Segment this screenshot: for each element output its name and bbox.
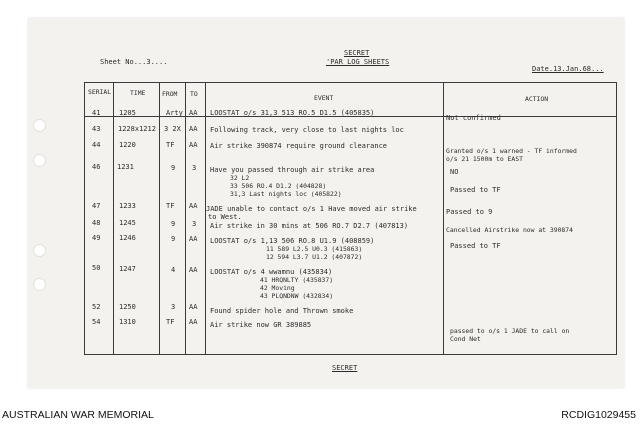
cell-serial: 44: [92, 141, 101, 149]
cell-action: Passed to TF: [450, 242, 501, 250]
cell-event: 42 Moving: [260, 284, 295, 292]
cell-from: 9: [171, 235, 176, 243]
col-header-serial: SERIAL: [88, 88, 112, 96]
col-divider: [113, 82, 114, 355]
cell-time: 1246: [119, 234, 136, 242]
table-right-border: [616, 82, 617, 355]
cell-time: 1310: [119, 318, 136, 326]
cell-event: LOOSTAT o/s 1,13 506 RO.8 U1.9 (408859): [210, 237, 375, 245]
cell-event: Following track, very close to last nights loc: [210, 126, 404, 134]
cell-from: 9: [171, 164, 176, 172]
cell-event: to West.: [208, 213, 242, 221]
cell-serial: 41: [92, 109, 101, 117]
col-header-from: FROM: [162, 90, 178, 98]
classification-top: SECRET: [344, 49, 370, 57]
cell-event: 33 506 RO.4 D1.2 (404828): [230, 182, 327, 190]
sheet-number: Sheet No...3....: [100, 58, 168, 66]
cell-from: TF: [166, 202, 175, 210]
cell-from: 9: [171, 220, 176, 228]
cell-from: 3 2X: [164, 125, 181, 133]
cell-from: TF: [166, 141, 175, 149]
cell-to: AA: [189, 109, 198, 117]
cell-to: 3: [192, 164, 197, 172]
cell-event: 43 PLQNDNW (432834): [260, 292, 334, 300]
cell-from: TF: [166, 318, 175, 326]
cell-to: AA: [189, 266, 198, 274]
cell-time: 1205: [119, 109, 136, 117]
cell-action: passed to o/s 1 JADE to call on: [450, 327, 570, 335]
table-left-border: [84, 82, 85, 355]
cell-serial: 49: [92, 234, 101, 242]
cell-serial: 52: [92, 303, 101, 311]
table-bottom-border: [84, 354, 617, 355]
cell-action: Cancelled Airstrike now at 390874: [446, 226, 573, 234]
col-divider: [443, 82, 444, 355]
cell-event: 41 HRQNLTY (435837): [260, 276, 334, 284]
cell-time: 1231: [117, 163, 134, 171]
cell-action: o/s 21 1500m to EAST: [446, 155, 523, 163]
cell-time: 1233: [119, 202, 136, 210]
cell-event: LOOSTAT o/s 4 wwamnu (435834): [210, 268, 333, 276]
document-title: 'PAR LOG SHEETS: [326, 58, 390, 66]
cell-to: AA: [189, 303, 198, 311]
col-header-action: ACTION: [525, 95, 549, 103]
cell-event: JADE unable to contact o/s 1 Have moved air strike: [206, 205, 417, 213]
punch-hole: [33, 119, 46, 132]
cell-action: Not confirmed: [446, 114, 501, 122]
col-header-to: TO: [190, 90, 198, 98]
cell-serial: 50: [92, 264, 101, 272]
cell-from: 3: [171, 303, 176, 311]
cell-time: 1250: [119, 303, 136, 311]
classification-bottom: SECRET: [332, 364, 358, 372]
cell-from: 4: [171, 266, 176, 274]
cell-time: 1245: [119, 219, 136, 227]
cell-action: Passed to 9: [446, 208, 493, 216]
cell-event: Air strike now GR 389885: [210, 321, 312, 329]
cell-action: Passed to TF: [450, 186, 501, 194]
cell-event: Have you passed through air strike area: [210, 166, 375, 174]
cell-event: 32 L2: [230, 174, 250, 182]
cell-to: AA: [189, 235, 198, 243]
table-top-border: [84, 82, 617, 83]
cell-time: 1228x1212: [118, 125, 156, 133]
cell-event: 31,3 Last nights loc (405822): [230, 190, 342, 198]
cell-serial: 46: [92, 163, 101, 171]
cell-action: Granted o/s 1 warned - TF informed: [446, 147, 577, 155]
punch-hole: [33, 244, 46, 257]
cell-to: AA: [189, 318, 198, 326]
document-sheet: [28, 18, 624, 388]
cell-event: Air strike in 30 mins at 506 RO.7 D2.7 (407813): [210, 222, 409, 230]
cell-from: Arty: [166, 109, 183, 117]
cell-time: 1220: [119, 141, 136, 149]
cell-event: LOOSTAT o/s 31,3 513 RO.5 D1.5 (405835): [210, 109, 375, 117]
cell-serial: 48: [92, 219, 101, 227]
footer-reference-id: RCDIG1029455: [561, 409, 636, 421]
cell-event: Found spider hole and Thrown smoke: [210, 307, 354, 315]
cell-serial: 54: [92, 318, 101, 326]
cell-to: AA: [189, 141, 198, 149]
cell-serial: 43: [92, 125, 101, 133]
cell-serial: 47: [92, 202, 101, 210]
cell-event: Air strike 390874 require ground clearance: [210, 142, 388, 150]
punch-hole: [33, 154, 46, 167]
col-header-time: TIME: [130, 89, 146, 97]
cell-action: NO: [450, 168, 459, 176]
log-date: Date.13.Jan.68...: [532, 65, 604, 73]
col-header-event: EVENT: [314, 94, 334, 102]
cell-to: AA: [189, 125, 198, 133]
punch-hole: [33, 278, 46, 291]
cell-to: 3: [192, 220, 197, 228]
cell-to: AA: [189, 202, 198, 210]
col-divider: [205, 82, 206, 355]
footer-attribution: AUSTRALIAN WAR MEMORIAL: [2, 409, 154, 421]
cell-time: 1247: [119, 265, 136, 273]
cell-action: Cond Net: [450, 335, 481, 343]
col-divider: [185, 82, 186, 355]
cell-event: 12 594 L3.7 U1.2 (407872): [266, 253, 363, 261]
col-divider: [159, 82, 160, 355]
cell-event: 11 589 L2.5 U0.3 (415863): [266, 245, 363, 253]
